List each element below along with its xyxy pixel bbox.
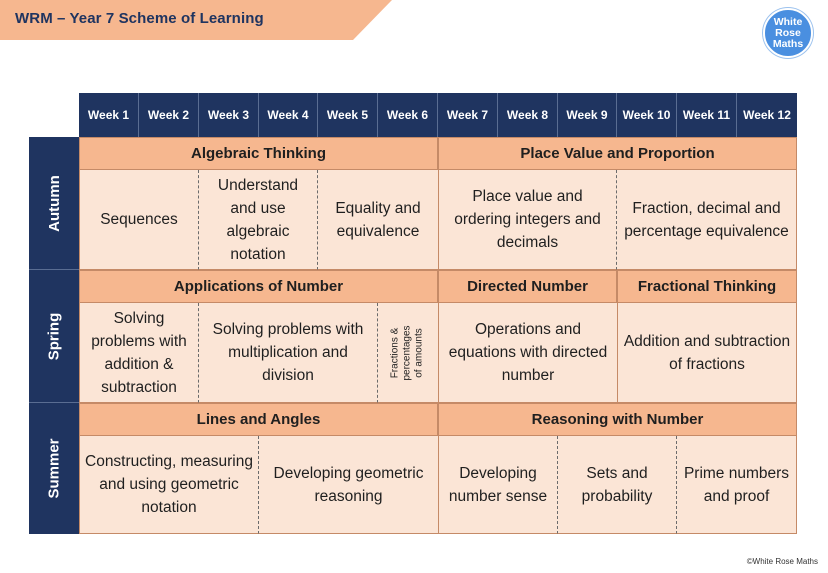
week-header: Week 6 (378, 93, 438, 137)
logo-text-line: Maths (772, 37, 804, 50)
topic-cell (378, 303, 438, 403)
unit-header: Place Value and Proportion (438, 137, 797, 170)
unit-header: Lines and Angles (79, 403, 438, 436)
topic-cell: Developing geometric reasoning (259, 436, 438, 534)
topic-cell: Operations and equations with directed number (438, 303, 617, 403)
week-header: Week 12 (737, 93, 797, 137)
week-header: Week 5 (318, 93, 378, 137)
term-label-text: Autumn (45, 174, 63, 232)
week-header: Week 1 (79, 93, 139, 137)
week-header: Week 4 (259, 93, 318, 137)
term-label-text: Summer (45, 438, 63, 499)
week-header: Week 2 (139, 93, 199, 137)
white-rose-maths-logo (763, 8, 813, 58)
unit-header: Algebraic Thinking (79, 137, 438, 170)
term-label-summer (29, 403, 79, 534)
week-header: Week 9 (558, 93, 617, 137)
copyright-notice: ©White Rose Maths (746, 557, 818, 566)
topic-cell: Developing number sense (438, 436, 558, 534)
week-header: Week 10 (617, 93, 677, 137)
logo-text-line: Rose (775, 26, 801, 39)
topic-cell: Solving problems with addition & subtraction (79, 303, 199, 403)
topic-cell: Understand and use algebraic notation (199, 170, 318, 270)
topic-cell-rotated-text: Fractions & percentages of amounts (390, 324, 425, 381)
topic-cell: Prime numbers and proof (677, 436, 797, 534)
topic-cell: Place value and ordering integers and decimals (438, 170, 617, 270)
unit-header: Fractional Thinking (617, 270, 797, 303)
week-header: Week 3 (199, 93, 259, 137)
topic-cell: Fraction, decimal and percentage equivalence (617, 170, 797, 270)
unit-header: Directed Number (438, 270, 617, 303)
topic-cell: Sequences (79, 170, 199, 270)
week-header: Week 7 (438, 93, 498, 137)
unit-header: Reasoning with Number (438, 403, 797, 436)
term-label-autumn (29, 137, 79, 270)
week-header: Week 11 (677, 93, 737, 137)
week-header: Week 8 (498, 93, 558, 137)
topic-cell: Solving problems with multiplication and division (199, 303, 378, 403)
logo-text-line: White (773, 15, 803, 28)
term-label-spring (29, 270, 79, 403)
topic-cell: Constructing, measuring and using geometric notation (79, 436, 259, 534)
unit-header: Applications of Number (79, 270, 438, 303)
topic-cell: Sets and probability (558, 436, 677, 534)
topic-cell: Addition and subtraction of fractions (617, 303, 797, 403)
term-label-text: Spring (45, 312, 63, 360)
topic-cell: Equality and equivalence (318, 170, 438, 270)
page-title: WRM – Year 7 Scheme of Learning (15, 10, 264, 27)
